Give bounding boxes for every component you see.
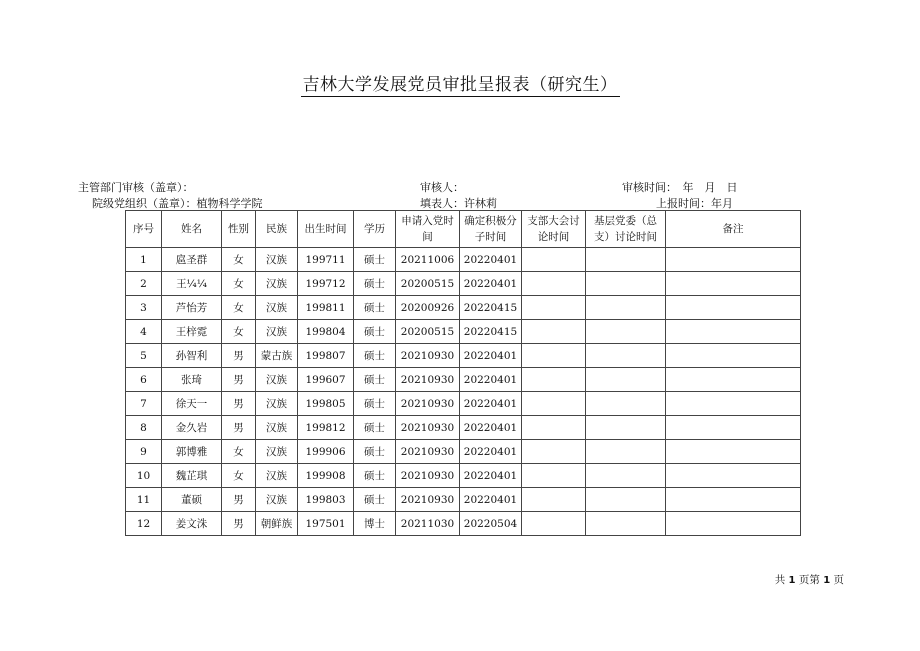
- cell-index: 1: [126, 248, 162, 272]
- cell-degree: 硕士: [354, 272, 396, 296]
- cell-gender: 女: [222, 272, 256, 296]
- cell-branch-meeting-date: [522, 392, 586, 416]
- cell-gender: 男: [222, 512, 256, 536]
- cell-birth: 199711: [298, 248, 354, 272]
- cell-remarks: [666, 320, 801, 344]
- cell-application-date: 20211006: [396, 248, 460, 272]
- table-row: [126, 392, 801, 416]
- cell-name: 郭博雅: [162, 440, 222, 464]
- header-branch-meeting-date: 支部大会讨论时间: [522, 211, 586, 248]
- cell-branch-meeting-date: [522, 512, 586, 536]
- cell-branch-meeting-date: [522, 416, 586, 440]
- cell-ethnicity: 汉族: [256, 488, 298, 512]
- cell-name: 董硕: [162, 488, 222, 512]
- cell-birth: 199807: [298, 344, 354, 368]
- cell-gender: 女: [222, 464, 256, 488]
- cell-application-date: 20210930: [396, 392, 460, 416]
- cell-name: 徐天一: [162, 392, 222, 416]
- table-row: [126, 296, 801, 320]
- cell-application-date: 20200926: [396, 296, 460, 320]
- cell-name: 张琦: [162, 368, 222, 392]
- cell-gender: 女: [222, 320, 256, 344]
- report-time-label: 上报时间：年月: [656, 197, 733, 210]
- cell-birth: 199804: [298, 320, 354, 344]
- cell-name: 扈圣群: [162, 248, 222, 272]
- cell-birth: 199805: [298, 392, 354, 416]
- table-row: [126, 512, 801, 536]
- cell-ethnicity: 汉族: [256, 416, 298, 440]
- document-title-text: 吉林大学发展党员审批呈报表（研究生）: [302, 75, 618, 95]
- header-application-date: 申请入党时间: [396, 211, 460, 248]
- cell-ethnicity: 汉族: [256, 320, 298, 344]
- college-party-label: 院级党组织（盖章）：植物科学学院: [92, 197, 263, 210]
- cell-application-date: 20211030: [396, 512, 460, 536]
- cell-degree: 硕士: [354, 416, 396, 440]
- cell-activist-date: 20220401: [460, 272, 522, 296]
- cell-committee-date: [586, 248, 666, 272]
- cell-activist-date: 20220504: [460, 512, 522, 536]
- cell-activist-date: 20220401: [460, 464, 522, 488]
- cell-remarks: [666, 464, 801, 488]
- cell-activist-date: 20220401: [460, 344, 522, 368]
- header-name: 姓名: [162, 211, 222, 248]
- cell-birth: 199908: [298, 464, 354, 488]
- cell-gender: 女: [222, 248, 256, 272]
- cell-application-date: 20200515: [396, 272, 460, 296]
- cell-activist-date: 20220401: [460, 248, 522, 272]
- header-index: 序号: [126, 211, 162, 248]
- table-row: [126, 464, 801, 488]
- cell-remarks: [666, 248, 801, 272]
- cell-degree: 硕士: [354, 464, 396, 488]
- cell-index: 2: [126, 272, 162, 296]
- table-row: [126, 248, 801, 272]
- cell-birth: 199607: [298, 368, 354, 392]
- cell-application-date: 20210930: [396, 368, 460, 392]
- cell-committee-date: [586, 512, 666, 536]
- cell-committee-date: [586, 392, 666, 416]
- page-suffix: 页: [833, 574, 844, 586]
- cell-committee-date: [586, 272, 666, 296]
- cell-degree: 硕士: [354, 440, 396, 464]
- cell-name: 王梓霓: [162, 320, 222, 344]
- cell-index: 12: [126, 512, 162, 536]
- cell-branch-meeting-date: [522, 272, 586, 296]
- cell-gender: 女: [222, 440, 256, 464]
- cell-committee-date: [586, 296, 666, 320]
- cell-remarks: [666, 392, 801, 416]
- cell-activist-date: 20220401: [460, 368, 522, 392]
- cell-index: 10: [126, 464, 162, 488]
- cell-gender: 男: [222, 416, 256, 440]
- cell-application-date: 20210930: [396, 416, 460, 440]
- cell-degree: 博士: [354, 512, 396, 536]
- cell-committee-date: [586, 440, 666, 464]
- cell-branch-meeting-date: [522, 248, 586, 272]
- table-row: [126, 416, 801, 440]
- table-row: [126, 368, 801, 392]
- header-committee-date: 基层党委（总支）讨论时间: [586, 211, 666, 248]
- cell-index: 3: [126, 296, 162, 320]
- cell-ethnicity: 蒙古族: [256, 344, 298, 368]
- approval-table: [125, 210, 801, 536]
- cell-remarks: [666, 416, 801, 440]
- cell-remarks: [666, 488, 801, 512]
- cell-ethnicity: 汉族: [256, 440, 298, 464]
- cell-degree: 硕士: [354, 488, 396, 512]
- cell-name: 孙智利: [162, 344, 222, 368]
- cell-activist-date: 20220401: [460, 488, 522, 512]
- filler-label: 填表人：许林莉: [420, 197, 497, 210]
- cell-application-date: 20210930: [396, 464, 460, 488]
- cell-degree: 硕士: [354, 392, 396, 416]
- document-title: [0, 70, 920, 95]
- cell-activist-date: 20220401: [460, 392, 522, 416]
- cell-gender: 女: [222, 296, 256, 320]
- cell-branch-meeting-date: [522, 296, 586, 320]
- cell-ethnicity: 汉族: [256, 248, 298, 272]
- cell-degree: 硕士: [354, 296, 396, 320]
- table-row: [126, 488, 801, 512]
- page-total: 1: [788, 575, 796, 586]
- review-time-label: 审核时间： 年 月 日: [622, 181, 738, 194]
- page-prefix: 共: [774, 574, 786, 586]
- header-degree: 学历: [354, 211, 396, 248]
- cell-degree: 硕士: [354, 368, 396, 392]
- cell-remarks: [666, 272, 801, 296]
- cell-gender: 男: [222, 392, 256, 416]
- cell-degree: 硕士: [354, 248, 396, 272]
- page-number: [775, 572, 844, 587]
- table-row: [126, 440, 801, 464]
- cell-gender: 男: [222, 368, 256, 392]
- cell-index: 11: [126, 488, 162, 512]
- page-current: 1: [823, 575, 831, 586]
- table-row: [126, 272, 801, 296]
- cell-committee-date: [586, 368, 666, 392]
- cell-application-date: 20210930: [396, 440, 460, 464]
- cell-index: 4: [126, 320, 162, 344]
- header-ethnicity: 民族: [256, 211, 298, 248]
- cell-activist-date: 20220415: [460, 296, 522, 320]
- cell-birth: 199803: [298, 488, 354, 512]
- cell-ethnicity: 汉族: [256, 272, 298, 296]
- cell-activist-date: 20220415: [460, 320, 522, 344]
- cell-index: 8: [126, 416, 162, 440]
- cell-branch-meeting-date: [522, 320, 586, 344]
- page-mid: 页第: [798, 574, 820, 586]
- cell-branch-meeting-date: [522, 344, 586, 368]
- cell-degree: 硕士: [354, 320, 396, 344]
- table-header-row: [126, 211, 801, 248]
- cell-application-date: 20210930: [396, 488, 460, 512]
- cell-index: 5: [126, 344, 162, 368]
- cell-remarks: [666, 440, 801, 464]
- cell-remarks: [666, 296, 801, 320]
- cell-branch-meeting-date: [522, 368, 586, 392]
- cell-committee-date: [586, 344, 666, 368]
- cell-index: 7: [126, 392, 162, 416]
- cell-committee-date: [586, 488, 666, 512]
- cell-ethnicity: 汉族: [256, 296, 298, 320]
- cell-branch-meeting-date: [522, 488, 586, 512]
- cell-name: 王¼¼: [162, 272, 222, 296]
- cell-committee-date: [586, 320, 666, 344]
- cell-gender: 男: [222, 344, 256, 368]
- cell-committee-date: [586, 464, 666, 488]
- cell-birth: 197501: [298, 512, 354, 536]
- cell-application-date: 20210930: [396, 344, 460, 368]
- cell-birth: 199811: [298, 296, 354, 320]
- cell-name: 金久岩: [162, 416, 222, 440]
- cell-remarks: [666, 368, 801, 392]
- header-activist-date: 确定积极分子时间: [460, 211, 522, 248]
- cell-ethnicity: 朝鲜族: [256, 512, 298, 536]
- cell-activist-date: 20220401: [460, 416, 522, 440]
- cell-index: 6: [126, 368, 162, 392]
- cell-ethnicity: 汉族: [256, 464, 298, 488]
- cell-ethnicity: 汉族: [256, 392, 298, 416]
- cell-branch-meeting-date: [522, 440, 586, 464]
- table-row: [126, 344, 801, 368]
- cell-remarks: [666, 344, 801, 368]
- header-gender: 性别: [222, 211, 256, 248]
- cell-name: 芦怡芳: [162, 296, 222, 320]
- table-row: [126, 320, 801, 344]
- cell-birth: 199712: [298, 272, 354, 296]
- dept-review-label: 主管部门审核（盖章）：: [78, 181, 194, 194]
- cell-committee-date: [586, 416, 666, 440]
- cell-gender: 男: [222, 488, 256, 512]
- header-remarks: 备注: [666, 211, 801, 248]
- cell-application-date: 20200515: [396, 320, 460, 344]
- cell-branch-meeting-date: [522, 464, 586, 488]
- cell-degree: 硕士: [354, 344, 396, 368]
- cell-index: 9: [126, 440, 162, 464]
- cell-activist-date: 20220401: [460, 440, 522, 464]
- cell-remarks: [666, 512, 801, 536]
- cell-ethnicity: 汉族: [256, 368, 298, 392]
- cell-name: 魏芷琪: [162, 464, 222, 488]
- header-birth: 出生时间: [298, 211, 354, 248]
- cell-birth: 199812: [298, 416, 354, 440]
- cell-birth: 199906: [298, 440, 354, 464]
- reviewer-label: 审核人：: [420, 181, 464, 194]
- cell-name: 姜文洙: [162, 512, 222, 536]
